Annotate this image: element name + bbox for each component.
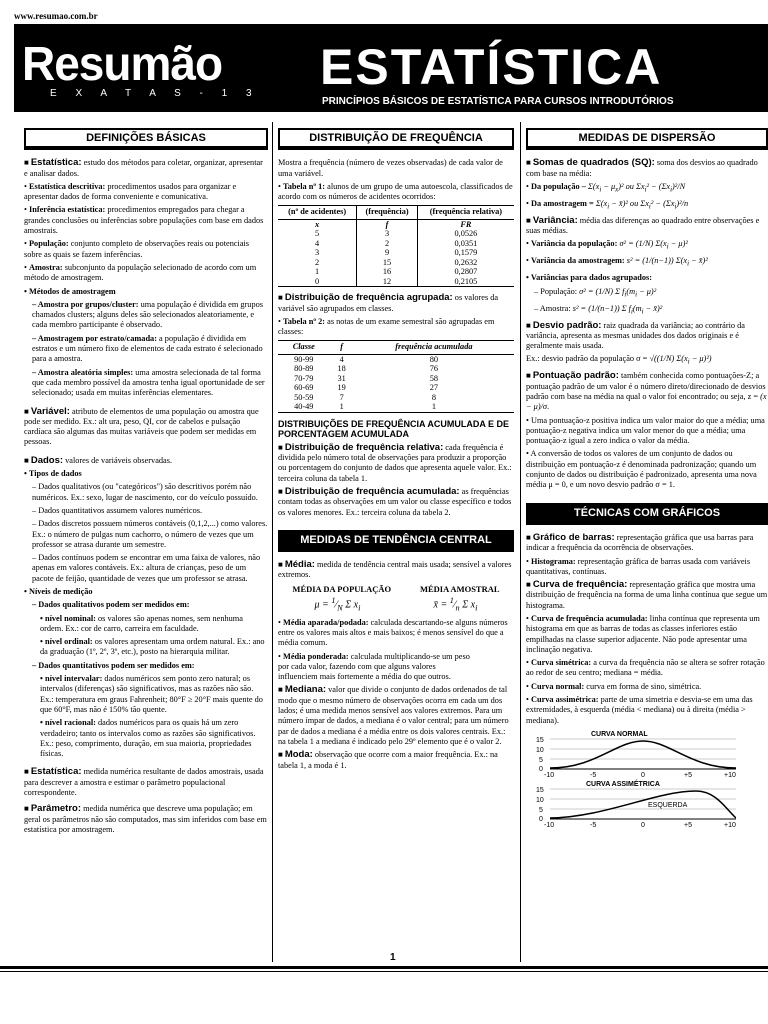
def-item: ■ Estatística: medida numérica resultante de dados amostrais, usada para descrever a amostra e estimar o parâmetro populacional correspondente. <box>24 767 268 798</box>
formula: x̄ = $^1⁄_n$ Σ $x_i$ <box>433 596 478 613</box>
section-header: MEDIDAS DE DISPERSÃO <box>526 128 768 150</box>
x-tick: 0 <box>641 821 645 827</box>
x-tick: +5 <box>684 771 692 777</box>
table-subheader-cell: x <box>315 219 320 229</box>
freq-item: ■ Distribuição de frequência agrupada: os valores da variável são agrupados em classes. <box>278 293 514 314</box>
disp-formula: – Amostra: s² = (1/(n−1)) Σ $f_i(m_i$ − x̄)² <box>534 303 663 316</box>
footer-rule <box>0 971 768 972</box>
mean-formulas <box>278 596 514 614</box>
chart-label: ESQUERDA <box>648 801 688 809</box>
def-subitem: – Dados quantitativos assumem valores numéricos. <box>32 505 203 515</box>
disp-formula: Ex.: desvio padrão da população σ = √((1/N) $\Sigma(x_i - \mu)^2$) <box>526 354 712 367</box>
table-row: 1 16 0,2807 <box>278 267 514 277</box>
graph-item: • Curva simétrica: a curva da frequência não se altera se sofrer rotação ao redor de seu centro; mediana = média. <box>526 658 768 679</box>
freq-item: ■ Distribuição de frequência acumulada: as frequências contam todas as observações em um valor ou classe específico e todos os valores menores. Ex.: terceira coluna da tabela 2. <box>278 487 514 518</box>
table-row: 60-69 19 27 <box>294 383 439 393</box>
table-subheader-cell: FR <box>417 219 514 229</box>
def-subitem: – Amostra aleatória simples: uma amostra selecionada de tal forma que cada membro possível da amostra tenha igual oportunidade de ser selecionado; usada em muitas inferências elementares. <box>32 367 265 398</box>
y-tick: 15 <box>536 786 544 794</box>
table-row: 5 3 0,0526 <box>278 229 514 239</box>
def-subitem: • nível racional: dados numéricos para os quais há um zero verdadeiro; tanto os intervalos como as razões são significativos. Ex.: peso, comprimento, duração, em sua maioria, propriedades físicas. <box>40 718 256 759</box>
y-tick: 10 <box>536 796 544 804</box>
disp-item: • A conversão de todos os valores de um conjunto de dados ou distribuição em pontuação-z é denominada padronização; quando um conjunto de dados ou distribuição é padronizado, apresenta uma nova média μ = 0, e um novo desvio padrão σ = 1. <box>526 449 768 490</box>
x-tick: +10 <box>724 821 736 827</box>
tend-item: • Média ponderada: calculada multiplicando-se um peso por cada valor, fazendo com que alguns valores influenciem mais fortemente a média do que outros. <box>278 652 514 683</box>
table-row: 2 15 0,2632 <box>278 258 514 268</box>
def-item: • Níveis de medição <box>24 587 268 597</box>
table-subheader-cell: f <box>357 219 418 229</box>
def-subitem: – Amostra por grupos/cluster: uma população é dividida em grupos chamados clusters; alguns deles são selecionados aleatoriamente, e cada membro participante é observado. <box>32 299 263 330</box>
table-row: 70-79 31 58 <box>294 373 439 383</box>
y-tick: 0 <box>539 815 543 823</box>
disp-item: ■ Pontuação padrão: também conhecida como pontuações-Z; a pontuação padrão de um valor é o número direto/direcionado de desvios padrão com base na média na qual o valor foi encontrado; ou seja, z = (x − μ)/σ. <box>526 371 768 412</box>
def-item: ■ Estatística: estudo dos métodos para coletar, organizar, apresentar e analisar dados. <box>24 158 268 179</box>
disp-item: ■ Somas de quadrados (SQ): soma dos desvios ao quadrado com base na média: <box>526 158 768 179</box>
column-dispersao <box>526 122 768 827</box>
tend-item: ■ Mediana: valor que divide o conjunto de dados ordenados de tal modo que o mesmo número de observações ocorra em cada um dos lados; é uma medida menos sensível aos valores extremos. Para um número ímpar de dados, a mediana é o valor central; para um número par de dados a mediana é a média entre os dois valores centrais. Ex.: na tabela 1 a mediana é indicado pelo 29º elemento que é o valor 2. <box>278 685 514 747</box>
column-divider <box>520 122 521 962</box>
site-url[interactable]: www.resumao.com.br <box>14 11 98 21</box>
media-amo-label: MÉDIA AMOSTRAL <box>419 583 500 594</box>
def-item: • Estatística descritiva: procedimentos usados para organizar e apresentar dados de forma conveniente e comunicativa. <box>24 182 268 203</box>
y-tick: 5 <box>539 806 543 814</box>
formula: $\mu = ^1⁄_N$ Σ $x_i$ <box>314 596 361 613</box>
table-row: 80-89 18 76 <box>294 364 439 374</box>
table-acidentes <box>278 205 514 287</box>
graph-item: • Histograma: representação gráfica de barras usada com variáveis quantitativas, contínuas. <box>526 557 768 578</box>
mean-labels <box>278 584 514 594</box>
x-tick: -10 <box>544 821 555 827</box>
freq-item: ■ Distribuição de frequência relativa: cada frequência é dividida pelo número total de observações para produzir a proporção ou porcentagem do conjunto de dados que apresenta aquele valor. Ex.: terceira coluna da tabela 1. <box>278 443 514 484</box>
media-pop-label: MÉDIA DA POPULAÇÃO <box>292 583 392 594</box>
header-banner <box>14 24 768 112</box>
section-header: MEDIDAS DE TENDÊNCIA CENTRAL <box>278 530 514 552</box>
x-tick: -10 <box>544 771 555 777</box>
def-subitem: – Amostragem por estrato/camada: a população é dividida em estratos e um número fixo de elementos de cada estrato é selecionado para a amostra. <box>32 333 263 364</box>
page-number: 1 <box>390 952 396 963</box>
table-header-cell: Classe <box>278 341 330 354</box>
table-header-cell: (nº de acidentes) <box>278 206 357 219</box>
column-definicoes <box>24 122 268 838</box>
table-header-cell: (frequência) <box>357 206 418 219</box>
def-item: ■ Variável: atributo de elementos de uma população ou amostra que pode ser medido. Ex.: alt ura, peso, QI, cor de cabelos e pulsação cardíaca são algumas das muitas variáveis que podem ser medidas em pessoas. <box>24 407 268 448</box>
page-subtitle: PRINCÍPIOS BÁSICOS DE ESTATÍSTICA PARA CURSOS INTRODUTÓRIOS <box>322 96 674 107</box>
graph-item: ■ Gráfico de barras: representação gráfica que usa barras para indicar a frequência da ocorrência de observações. <box>526 533 768 554</box>
chart-title: CURVA NORMAL <box>591 730 648 738</box>
disp-item: ■ Desvio padrão: raiz quadrada da variância; ao contrário da variância, apresenta as mesmas unidades dos dados originais e é geralmente mais usada. <box>526 321 768 352</box>
disp-item: ■ Variância: média das diferenças ao quadrado entre observações e suas médias. <box>526 216 768 237</box>
table-header-cell: f <box>330 341 354 354</box>
graph-item: • Curva normal: curva em forma de sino, simétrica. <box>526 682 768 692</box>
page-title: ESTATÍSTICA <box>320 39 663 95</box>
normal-curve <box>550 741 736 768</box>
def-item: ■ Dados: valores de variáveis observadas. <box>24 456 268 466</box>
x-tick: -5 <box>590 771 597 777</box>
disp-formula: • Da população – $\Sigma(x_i - \mu_x)^2$ ou $\Sigma x_i^2 - (\Sigma x_i)^2/N$ <box>526 182 768 196</box>
table1-intro: • Tabela nº 1: alunos de um grupo de uma autoescola, classificados de acordo com os números de acidentes ocorridos: <box>278 182 514 203</box>
y-tick: 10 <box>536 746 544 754</box>
y-tick: 5 <box>539 756 543 764</box>
disp-formula: • Variância da população: σ² = (1/N) $\Sigma(x_i - \mu)^2$ <box>526 239 768 253</box>
freq-intro: Mostra a frequência (número de vezes observadas) de cada valor de uma variável. <box>278 158 503 178</box>
brand-logo: Resumão <box>22 35 223 91</box>
column-frequencia <box>278 122 514 774</box>
def-subitem: • nível ordinal: os valores apresentam uma ordem natural. Ex.: ano da graduação (1º, 2º, 3º, etc.), posto na hierarquia militar. <box>40 637 265 657</box>
table-row: 3 9 0,1579 <box>278 248 514 258</box>
x-tick: +10 <box>724 771 736 777</box>
subsection-title: DISTRIBUIÇÕES DE FREQUÊNCIA ACUMULADA E DE PORCENTAGEM ACUMULADA <box>278 418 510 439</box>
table-row: 40-49 1 1 <box>278 402 514 412</box>
table-row: 50-59 7 8 <box>294 392 436 402</box>
table-row: 90-99 4 80 <box>294 354 439 364</box>
def-subitem: • nível intervalar: dados numéricos sem ponto zero natural; os intervalos (diferenças) são significativos, mas as razões não são. Ex.: temperatura em graus Fahrenheit; 80°F ≥ 20°F mais quente do que 60°F, mas não é 150% tão quente. <box>40 674 263 714</box>
y-tick: 15 <box>536 736 544 744</box>
brand-series: E X A T A S - 1 3 <box>50 88 260 99</box>
table-header-cell: frequência acumulada <box>354 341 514 354</box>
def-subitem: – Dados discretos possuem números contáveis (0,1,2,...) como valores. Ex.: o número de pulgas num cachorro, o número de vezes que um professor se atrasa durante um semestre. <box>32 519 268 549</box>
curva-normal-chart <box>536 729 736 777</box>
curva-assimetrica-chart <box>536 779 736 827</box>
x-tick: 0 <box>641 771 645 777</box>
graph-item: • Curva assimétrica: parte de uma simetria e desvia-se em uma das extremidades, à esquerda (média < mediana) ou à direita (média > mediana). <box>526 695 768 726</box>
def-subitem: – Dados qualitativos (ou "categóricos") são descritivos porém não numéricos. Ex.: sexo, lugar de nascimento, cor do veículo possuído. <box>32 482 258 502</box>
def-item: • Amostra: subconjunto da população selecionado de acordo com um método de amostragem. <box>24 263 268 284</box>
disp-formula: • Variâncias para dados agrupados: <box>526 273 768 283</box>
tend-item: ■ Moda: observação que ocorre com a maior frequência. Ex.: na tabela 1, a moda é 1. <box>278 750 514 771</box>
x-tick: -5 <box>590 821 597 827</box>
tend-item: • Média aparada/podada: calculada descartando-se alguns números entre os valores mais altos e mais baixos; é menos sensível do que a média comum. <box>278 618 514 649</box>
table-notas <box>278 340 514 412</box>
column-divider <box>272 122 273 962</box>
graph-item: • Curva de frequência acumulada: linha contínua que representa um histograma em que as barras de todas as classes inferiores estão empilhadas na classe superior adjacente. Não pode apresentar uma inclinação negativa. <box>526 614 768 655</box>
disp-formula: • Da amostragem = $\Sigma(x_i$ − x̄)² ou $\Sigma x_i^2 - (\Sigma x_i)^2/n$ <box>526 199 768 213</box>
x-tick: +5 <box>684 821 692 827</box>
disp-formula: – População: σ² = (1/N) Σ $f_i(m_i - \mu)^2$ <box>534 286 657 299</box>
skewed-curve <box>550 791 736 818</box>
table-row: 0 12 0,2105 <box>278 277 514 287</box>
disp-formula: • Variância da amostragem: s² = (1/(n−1)) $\Sigma(x_i$ − x̄)² <box>526 256 768 270</box>
y-tick: 0 <box>539 765 543 773</box>
table-row: 4 2 0,0351 <box>278 239 514 249</box>
disp-item: • Uma pontuação-z positiva indica um valor maior do que a média; uma pontuação-z negativa indica um valor menor do que a média; uma pontuação-z igual a zero indica o valor da média. <box>526 416 768 447</box>
def-item: • Inferência estatística: procedimentos empregados para chegar a grandes conclusões ou inferências sobre populações com base em dados amostrais. <box>24 205 268 236</box>
def-subitem: • nível nominal: os valores são apenas nomes, sem nenhuma ordem. Ex.: cor de carro, carreira em faculdade. <box>40 613 243 633</box>
def-subitem: – Dados quantitativos podem ser medidos em: <box>32 660 195 670</box>
section-header: TÉCNICAS COM GRÁFICOS <box>526 503 768 525</box>
graph-item: ■ Curva de frequência: representação gráfica que mostra uma distribuição de frequência na forma de uma linha contínua que segue um histograma. <box>526 580 768 611</box>
table2-intro: • Tabela nº 2: as notas de um exame semestral são agrupadas em classes: <box>278 317 514 338</box>
section-header: DISTRIBUIÇÃO DE FREQUÊNCIA <box>278 128 514 150</box>
tend-item: ■ Média: medida de tendência central mais usada; sensível a valores extremos. <box>278 560 514 581</box>
chart-title: CURVA ASSIMÉTRICA <box>586 780 660 788</box>
footer-rule <box>0 966 768 969</box>
def-item: ■ Parâmetro: medida numérica que descreve uma população; em geral os parâmetros não são computados, mas sim inferidos com base em estatística por amostragem. <box>24 804 268 835</box>
def-subitem: – Dados contínuos podem se encontrar em uma faixa de valores, não apenas em valores contáveis. Ex.: altura de crianças, peso de um pacote de feijão, quantidade de vezes que um professor se atrasa. <box>32 553 261 583</box>
table-header-cell: (frequência relativa) <box>417 206 514 219</box>
def-item: • População: conjunto completo de observações reais ou potenciais sobre as quais se fazem inferências. <box>24 239 268 260</box>
def-subitem: – Dados qualitativos podem ser medidos em: <box>32 600 190 610</box>
section-header: DEFINIÇÕES BÁSICAS <box>24 128 268 150</box>
def-item: • Tipos de dados <box>24 469 268 479</box>
def-item: • Métodos de amostragem <box>24 287 268 297</box>
